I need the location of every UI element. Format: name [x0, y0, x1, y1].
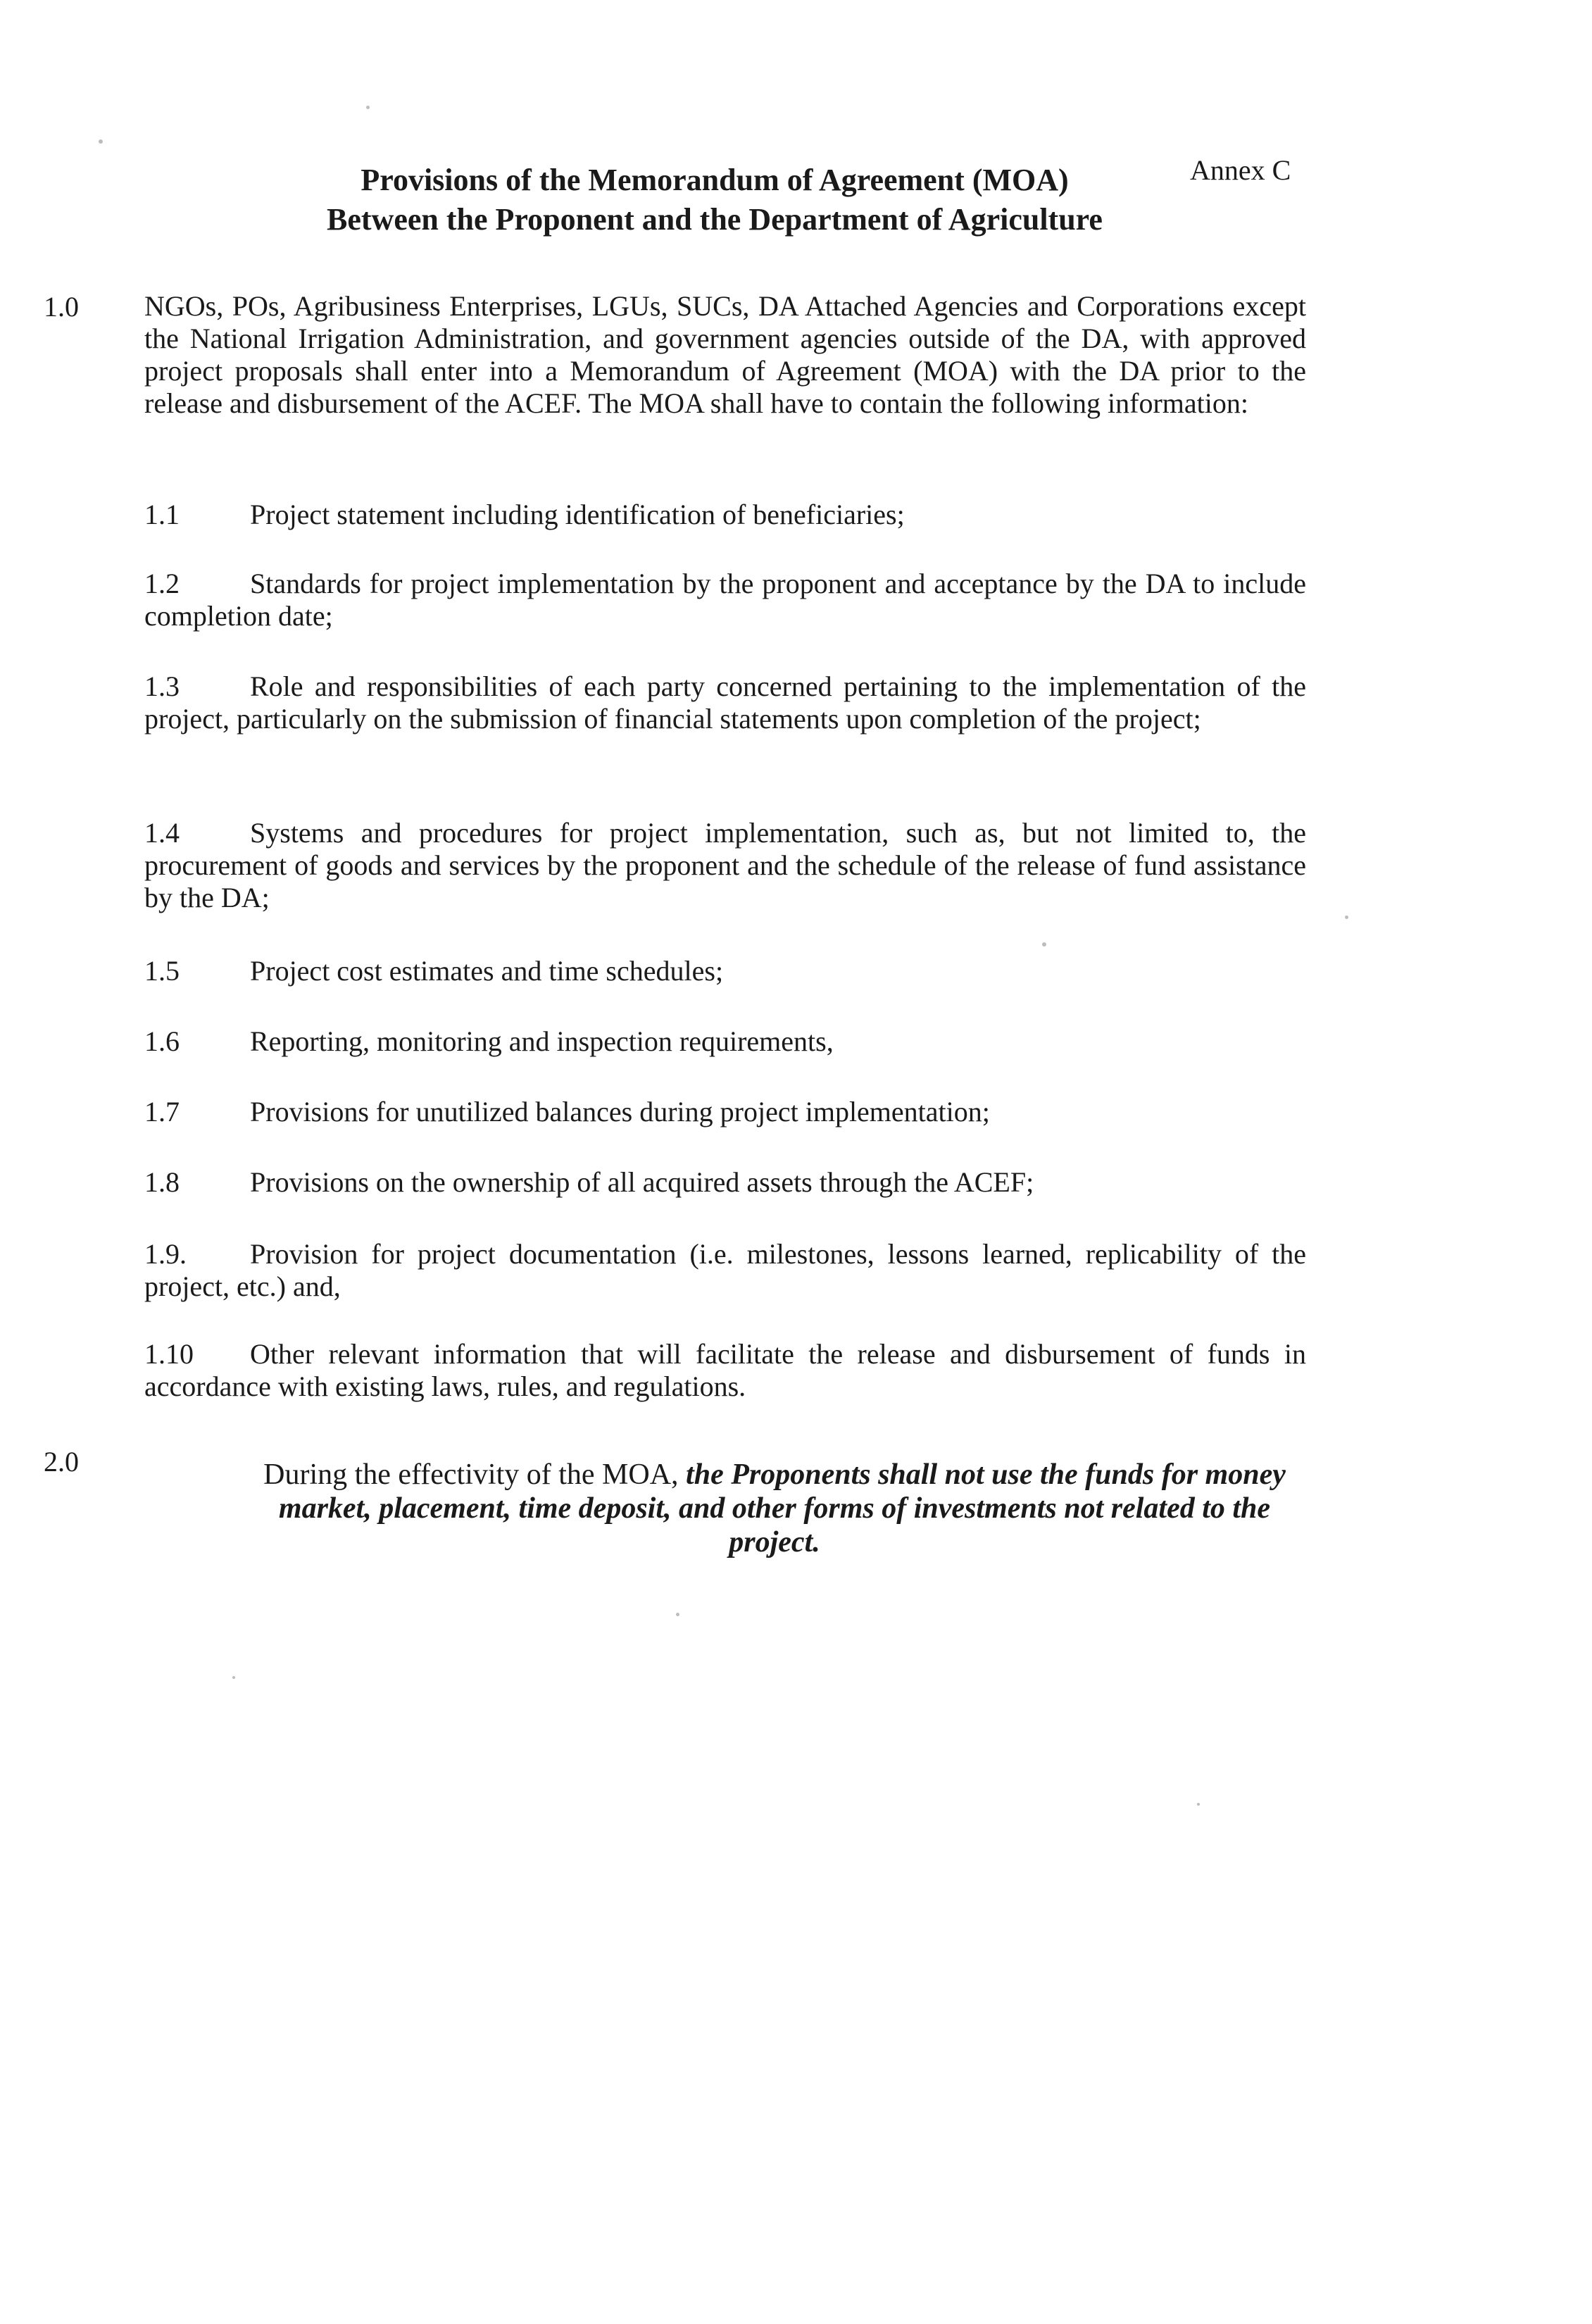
item-text: Reporting, monitoring and inspection requirements, [250, 1025, 834, 1057]
section-2-text [261, 1458, 1289, 1559]
item-text: Role and responsibilities of each party concerned pertaining to the implementation of the project, particularly on the submission of financial statements upon completion of the project; [144, 670, 1306, 735]
list-item [144, 670, 1306, 735]
scan-speck [1345, 916, 1348, 919]
list-item [144, 1338, 1306, 1403]
scan-speck [1042, 942, 1046, 947]
item-number: 1.7 [144, 1096, 180, 1127]
item-number: 1.4 [144, 817, 180, 849]
title-line-1: Provisions of the Memorandum of Agreement (MOA) [361, 163, 1069, 197]
item-text: Other relevant information that will facilitate the release and disbursement of funds in accordance with existing laws, rules, and regulations. [144, 1338, 1306, 1402]
scan-speck [99, 139, 103, 144]
scan-speck [366, 106, 370, 109]
list-item [144, 817, 1306, 914]
item-number: 1.9. [144, 1238, 187, 1270]
list-item [144, 1025, 1306, 1058]
item-number: 1.5 [144, 955, 180, 987]
list-item [144, 499, 1306, 531]
list-item [144, 568, 1306, 632]
item-text: Project cost estimates and time schedules; [250, 955, 724, 987]
scan-speck [1197, 1803, 1200, 1806]
item-text: Systems and procedures for project implementation, such as, but not limited to, the procurement of goods and services by the proponent and the schedule of the release of fund assistance by the DA; [144, 817, 1306, 913]
list-item [144, 955, 1306, 987]
item-number: 1.3 [144, 670, 180, 702]
title-line-2: Between the Proponent and the Department of Agriculture [327, 202, 1103, 237]
list-item [144, 1238, 1306, 1303]
section-1-number: 1.0 [44, 291, 79, 323]
list-item [144, 1166, 1306, 1199]
item-text: Provisions for unutilized balances during project implementation; [250, 1096, 990, 1127]
item-text: Project statement including identification of beneficiaries; [250, 499, 905, 530]
item-text: Provision for project documentation (i.e. milestones, lessons learned, replicability of the project, etc.) and, [144, 1238, 1306, 1302]
section-2-emphasis: the Proponents shall not use the funds for money market, placement, time deposit, and other forms of investments not related to the project. [278, 1458, 1286, 1558]
item-text: Provisions on the ownership of all acquired assets through the ACEF; [250, 1166, 1034, 1198]
item-number: 1.2 [144, 568, 180, 599]
scan-speck [676, 1613, 679, 1616]
section-2-plain: During the effectivity of the MOA, [263, 1458, 679, 1491]
item-number: 1.6 [144, 1025, 180, 1057]
scan-speck [232, 1676, 235, 1679]
document-title [232, 161, 1197, 239]
section-2-number: 2.0 [44, 1446, 79, 1478]
item-text: Standards for project implementation by the proponent and acceptance by the DA to include completion date; [144, 568, 1306, 632]
item-number: 1.8 [144, 1166, 180, 1198]
item-number: 1.10 [144, 1338, 194, 1370]
item-number: 1.1 [144, 499, 180, 530]
annex-label: Annex C [1190, 154, 1291, 186]
section-1-text: NGOs, POs, Agribusiness Enterprises, LGUs, SUCs, DA Attached Agencies and Corporations except the National Irrigation Administration, and government agencies outside of the DA, with approved project proposals shall enter into a Memorandum of Agreement (MOA) with the DA prior to the release and disbursement of the ACEF. The MOA shall have to contain the following information: [144, 290, 1306, 419]
list-item [144, 1096, 1306, 1128]
